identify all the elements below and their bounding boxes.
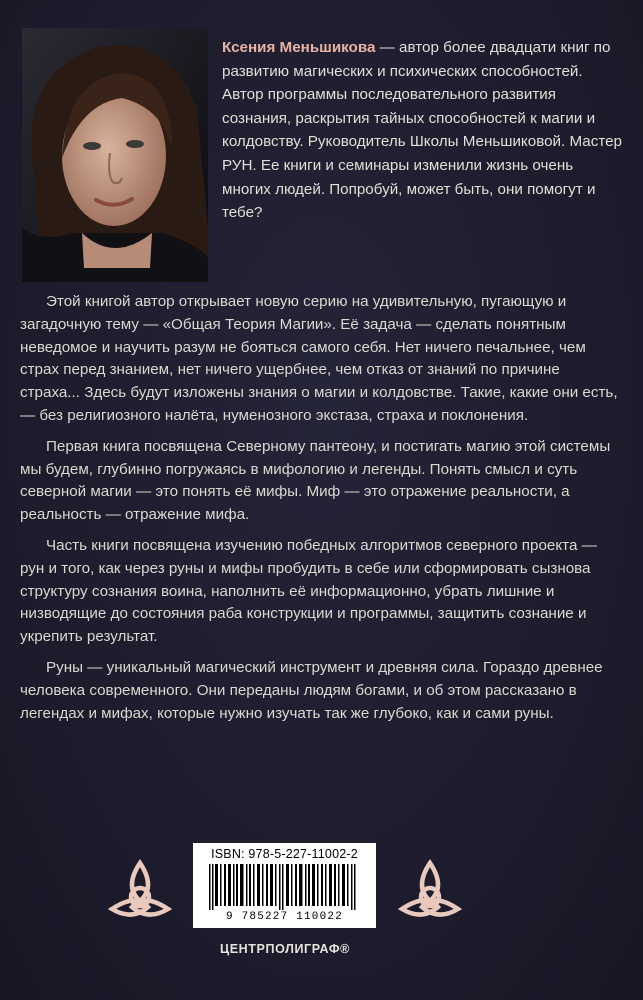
barcode-digits: 9 785227 110022 xyxy=(225,911,344,923)
publisher-logo: ЦЕНТРПОЛИГРАФ® xyxy=(220,942,350,956)
barcode-icon xyxy=(203,864,366,910)
paragraph: Руны — уникальный магический инструмент и древняя сила. Гораздо древнее человека современного. Они переданы людям богами, и об этом рассказано в легендах и мифах, которые нужно изучать так же глубоко, как и сами руны. xyxy=(20,658,603,722)
barcode-label xyxy=(193,843,376,928)
author-bio xyxy=(222,36,622,225)
paragraph: Первая книга посвящена Северному пантеону, и постигать магию этой системы мы будем, глубинно погружаясь в мифологию и легенды. Понять смысл и суть северной магии — это понять её мифы. Миф — это отражение реальности, а реальность — отражение мифа. xyxy=(20,437,611,524)
isbn-number: ISBN: 978-5-227-11002-2 xyxy=(211,847,358,861)
author-bio-text: — автор более двадцати книг по развитию магических и психических способностей. Автор программы последовательного развития сознания, раскрытия тайных способностей к магии и колдовству. Руководитель Школы Меньшиковой. Мастер РУН. Ее книги и семинары изменили жизнь очень многих людей. Попробуй, может быть, они помогут и тебе? xyxy=(222,39,623,222)
paragraph: Этой книгой автор открывает новую серию на удивительную, пугающую и загадочную тему — «Общая Теория Магии». Её задача — сделать понятным неведомое и научить разум не бояться самого себя. Нет ничего печальнее, чем страх перед знанием, нет ничего ущербнее, чем отказ от знаний по причине страха... Здесь будут изложены знания о магии и колдовстве. Такие, какие они есть, — без религиозного налёта, нуменозного экстаза, страха и поклонения. xyxy=(20,293,618,424)
author-name: Ксения Меньшикова xyxy=(222,39,376,56)
triquetra-emblem-icon xyxy=(106,857,174,925)
paragraph: Часть книги посвящена изучению победных алгоритмов северного проекта — рун и того, как через руны и мифы пробудить в себе или сформировать сызнова структуру сознания воина, наполнить её информационно, убрать лишние и низводящие до состояния раба конструкции и программы, защитить сознание и укрепить результат. xyxy=(20,536,597,646)
author-portrait xyxy=(22,28,208,282)
author-photo-illustration xyxy=(22,28,208,282)
triquetra-emblem-icon xyxy=(396,857,464,925)
annotation-text xyxy=(20,291,623,733)
